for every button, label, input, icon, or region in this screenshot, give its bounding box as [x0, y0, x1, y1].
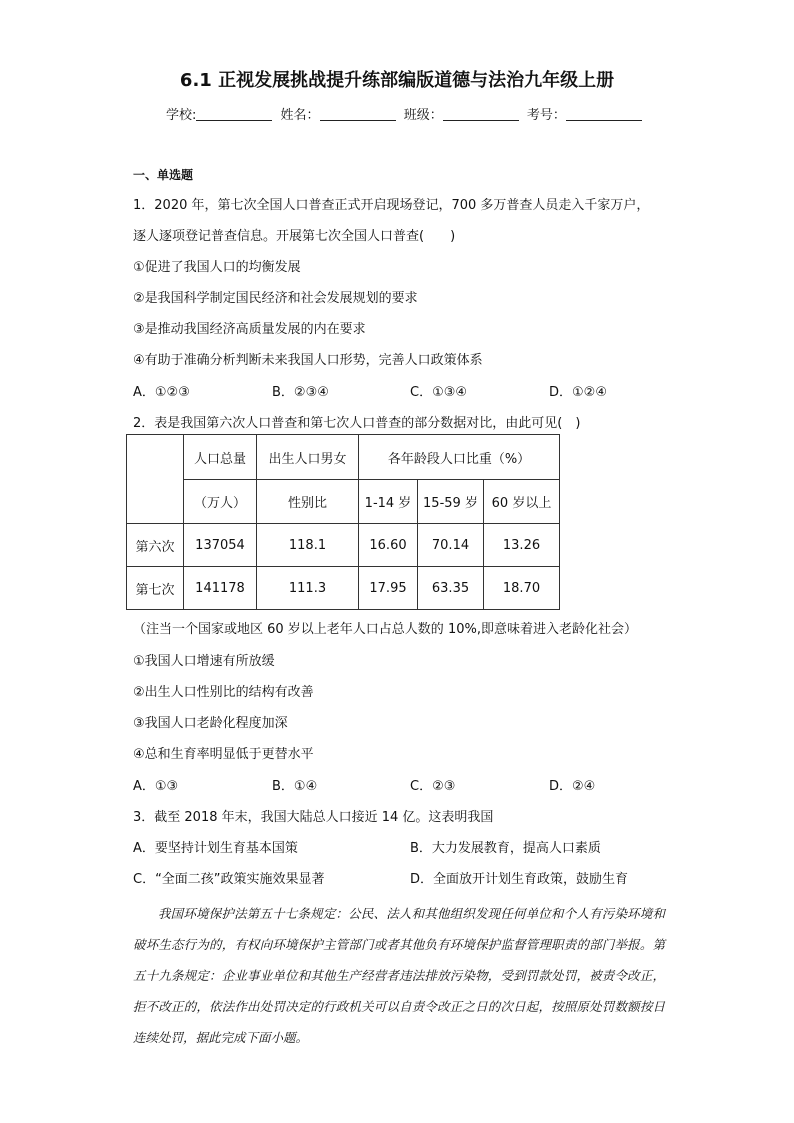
q2-statement-1: ①我国人口增速有所放缓: [133, 654, 275, 669]
header-sex-ratio-2: 性别比: [257, 480, 359, 524]
q1-stem-line1: 1．2020 年，第七次全国人口普查正式开启现场登记，700 多万普查人员走入千家万户，: [133, 198, 650, 213]
q3-stem: 3．截至 2018 年末，我国大陆总人口接近 14 亿。这表明我国: [133, 810, 494, 825]
q1-option-c[interactable]: C．①③④: [410, 385, 468, 400]
q1-option-a[interactable]: A．①②③: [133, 385, 190, 400]
header-total: 人口总量: [184, 435, 257, 480]
cell-sex-ratio: 111.3: [257, 567, 359, 610]
class-label: 班级：: [403, 108, 443, 123]
cell-age-1-14: 16.60: [359, 524, 418, 567]
reading-passage: 我国环境保护法第五十七条规定：公民、法人和其他组织发现任何单位和个人有污染环境和破坏生态行为的，有权向环境保护主管部门或者其他负有环境保护监督管理职责的部门举报。第五十九条规定：企业事业单位和其他生产经营者违法排放污染物，受到罚款处罚，被责令改正，拒不改正的，依法作出处罚决定的行政机关可以自责令改正之日的次日起，按照原处罚数额按日连续处罚，据此完成下面小题。: [133, 906, 665, 1045]
table-corner-cell: [127, 435, 184, 524]
school-label: 学校:: [166, 108, 197, 123]
q3-option-a[interactable]: A．要坚持计划生育基本国策: [133, 841, 298, 856]
cell-total: 141178: [184, 567, 257, 610]
q1-statement-3: ③是推动我国经济高质量发展的内在要求: [133, 322, 366, 337]
header-sex-ratio: 出生人口男女: [257, 435, 359, 480]
row-label: 第六次: [127, 524, 184, 567]
name-label: 姓名：: [280, 108, 320, 123]
q2-statement-4: ④总和生育率明显低于更替水平: [133, 747, 314, 762]
header-age-1-14: 1-14 岁: [359, 480, 418, 524]
q1-statement-1: ①促进了我国人口的均衡发展: [133, 260, 301, 275]
cell-age-60-plus: 18.70: [484, 567, 560, 610]
cell-age-15-59: 63.35: [418, 567, 484, 610]
header-age-60-plus: 60 岁以上: [484, 480, 560, 524]
q1-statement-2: ②是我国科学制定国民经济和社会发展规划的要求: [133, 291, 418, 306]
student-info-line: [166, 104, 646, 123]
q2-note: （注当一个国家或地区 60 岁以上老年人口占总人数的 10%,即意味着进入老龄化社会）: [133, 622, 637, 637]
exam-no-label: 考号：: [526, 108, 566, 123]
q3-option-c[interactable]: C．“全面二孩”政策实施效果显著: [133, 872, 325, 887]
q2-option-d[interactable]: D．②④: [549, 779, 596, 794]
q2-option-a[interactable]: A．①③: [133, 779, 179, 794]
table-row: [127, 524, 560, 567]
cell-total: 137054: [184, 524, 257, 567]
cell-age-15-59: 70.14: [418, 524, 484, 567]
census-table: [126, 434, 560, 610]
cell-sex-ratio: 118.1: [257, 524, 359, 567]
q1-stem-line2: 逐人逐项登记普查信息。开展第七次全国人口普查( ): [133, 229, 456, 244]
q3-option-b[interactable]: B．大力发展教育，提高人口素质: [410, 841, 601, 856]
class-blank[interactable]: [443, 108, 519, 121]
q1-option-d[interactable]: D．①②④: [549, 385, 607, 400]
q2-option-c[interactable]: C．②③: [410, 779, 456, 794]
header-age-groups: 各年龄段人口比重（%）: [359, 435, 560, 480]
q2-statement-3: ③我国人口老龄化程度加深: [133, 716, 288, 731]
exam-no-blank[interactable]: [566, 108, 642, 121]
header-age-15-59: 15-59 岁: [418, 480, 484, 524]
header-total-unit: （万人）: [184, 480, 257, 524]
page-title: 6.1 正视发展挑战提升练部编版道德与法治九年级上册: [179, 70, 615, 91]
cell-age-1-14: 17.95: [359, 567, 418, 610]
q1-option-b[interactable]: B．②③④: [272, 385, 329, 400]
q2-stem: 2．表是我国第六次人口普查和第七次人口普查的部分数据对比，由此可见( ): [133, 416, 581, 431]
name-blank[interactable]: [320, 108, 396, 121]
section-heading: 一、单选题: [133, 168, 194, 182]
q2-option-b[interactable]: B．①④: [272, 779, 318, 794]
table-row: [127, 567, 560, 610]
q2-statement-2: ②出生人口性别比的结构有改善: [133, 685, 314, 700]
row-label: 第七次: [127, 567, 184, 610]
cell-age-60-plus: 13.26: [484, 524, 560, 567]
school-blank[interactable]: [196, 108, 272, 121]
q3-option-d[interactable]: D．全面放开计划生育政策，鼓励生育: [410, 872, 629, 887]
q1-statement-4: ④有助于准确分析判断未来我国人口形势，完善人口政策体系: [133, 353, 483, 368]
